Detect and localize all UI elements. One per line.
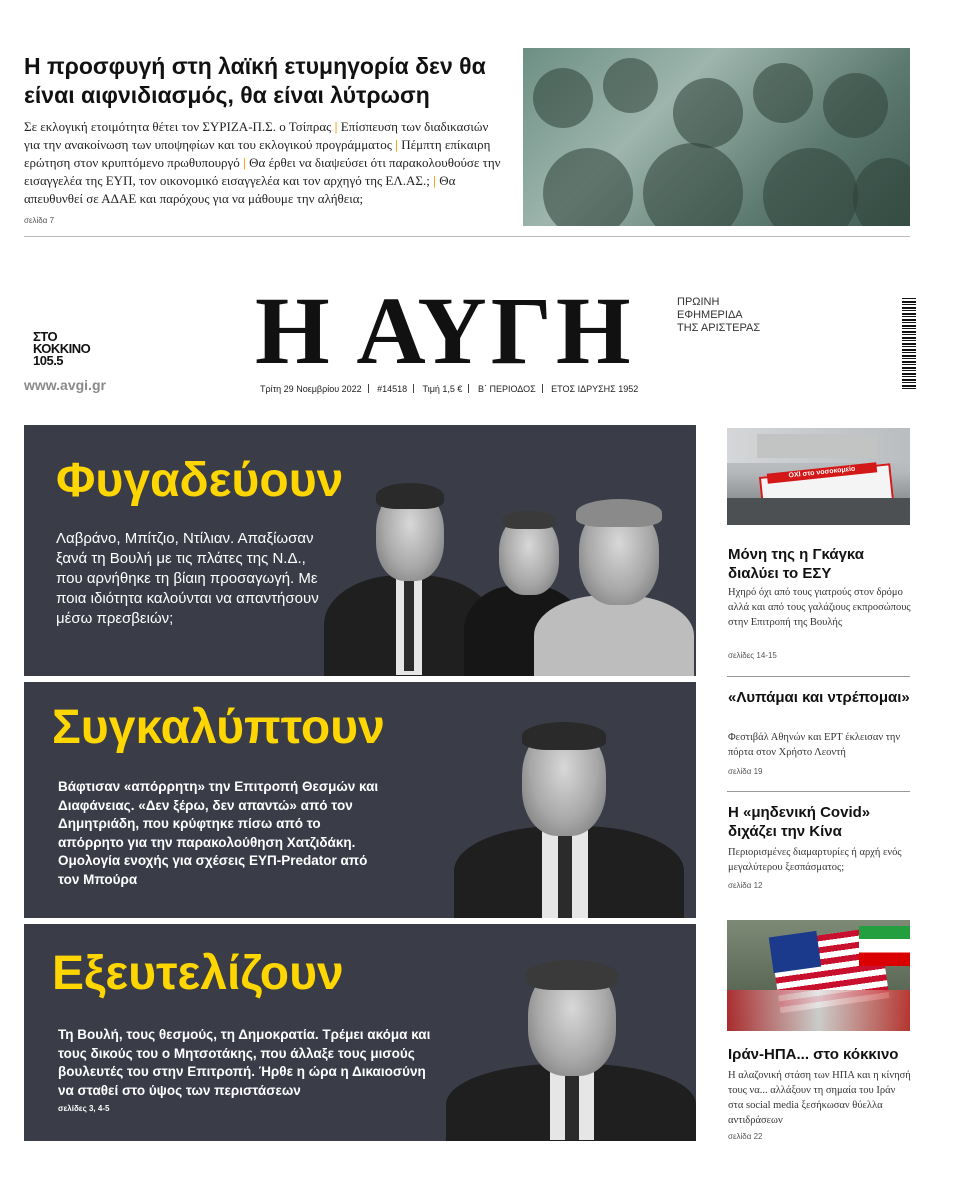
- page-ref: σελίδες 3, 4-5: [58, 1104, 110, 1113]
- issue-price: Τιμή 1,5 €: [422, 384, 463, 394]
- tagline-line: ΠΡΩΙΝΗ: [677, 296, 720, 308]
- story-block-1[interactable]: [24, 425, 696, 676]
- page-ref: σελίδα 22: [728, 1132, 763, 1141]
- separator-bar: |: [243, 155, 246, 170]
- story-text: Λαβράνο, Μπίτζιο, Ντίλιαν. Απαξίωσαν ξανά τη Βουλή με τις πλάτες της Ν.Δ., που αρνήθηκε τη βίαιη προσαγωγή. Με ποια ιδιότητα καλούνται να απαντήσουν μέσω πρεσβειών;: [56, 530, 319, 627]
- sidebar-text: Η αλαζονική στάση των ΗΠΑ και η κίνησή τους να... αλλάξουν τη σημαία του Ιράν στα social media ξεσήκωσαν θύελλα αντιδράσεων: [728, 1070, 911, 1126]
- top-story-photo[interactable]: [523, 48, 910, 226]
- story-text: Βάφτισαν «απόρρητη» την Επιτροπή Θεσμών και Διαφάνειας. «Δεν ξέρω, δεν απαντώ» από τον Δημητριάδη, που κρύφτηκε πίσω από το απόρρητο για την παρακολούθηση Χατζιδάκη. Ομολογία ενοχής για σχέσεις ΕΥΠ-Predator από τον Μπούρα: [58, 779, 379, 887]
- sidebar-headline[interactable]: «Λυπάμαι και ντρέπομαι»: [728, 689, 910, 706]
- story-headline[interactable]: Φυγαδεύουν: [56, 454, 344, 507]
- top-story-item: Πέμπτη επίκαιρη ερώτηση στον κρυπτόμενο πρωθυπουργό: [24, 137, 491, 170]
- story-text: Τη Βουλή, τους θεσμούς, τη Δημοκρατία. Τρέμει ακόμα και τους δικούς του ο Μητσοτάκης, που άλλαξε τους μισούς βουλευτές του στην Επιτροπή. Ήρθε η ώρα η Δικαιοσύνη να σταθεί στο ύψος των περιστάσεων: [58, 1027, 431, 1098]
- flags-photo[interactable]: [727, 920, 910, 1031]
- newspaper-title[interactable]: Η ΑΥΓΗ: [255, 277, 635, 384]
- tagline: [677, 296, 760, 335]
- separator-bar: |: [395, 137, 398, 152]
- founded-year: ΕΤΟΣ ΙΔΡΥΣΗΣ 1952: [551, 384, 639, 394]
- divider: [727, 676, 910, 677]
- top-story-headline[interactable]: Η προσφυγή στη λαϊκή ετυμηγορία δεν θα είναι αιφνιδιασμός, θα είναι λύτρωση: [24, 53, 486, 108]
- separator-bar: |: [334, 119, 338, 134]
- politician-photo: [434, 706, 696, 918]
- barcode: [902, 298, 916, 390]
- website-link[interactable]: www.avgi.gr: [24, 377, 106, 393]
- story-headline[interactable]: Συγκαλύπτουν: [52, 701, 385, 754]
- radio-logo[interactable]: [33, 331, 113, 367]
- top-story-item: Σε εκλογική ετοιμότητα θέτει τον ΣΥΡΙΖΑ-Π.Σ. ο Τσίπρας: [24, 119, 332, 134]
- politicians-photo: [324, 465, 696, 676]
- dateline: [260, 384, 638, 394]
- page-ref: σελίδα 12: [728, 881, 763, 890]
- protest-photo[interactable]: [727, 428, 910, 525]
- issue-period: Β΄ ΠΕΡΙΟΔΟΣ: [477, 384, 536, 394]
- top-story-item: Θα έρθει να διαψεύσει ότι παρακολουθούσε την εισαγγελέα της ΕΥΠ, τον οικονομικό εισαγγελέα και τον αρχηγό της ΕΛ.ΑΣ.;: [24, 155, 501, 188]
- story-headline[interactable]: Εξευτελίζουν: [52, 947, 344, 1000]
- story-block-3[interactable]: [24, 924, 696, 1141]
- radio-logo-line: ΣΤΟ: [33, 329, 58, 344]
- issue-number: #14518: [377, 384, 408, 394]
- divider: [24, 236, 910, 237]
- sidebar-text: Ηχηρό όχι από τους γιατρούς στον δρόμο αλλά και από τους γαλάζιους εκπροσώπους στην Επιτροπή της Βουλής: [728, 587, 911, 628]
- top-story-item: Επίσπευση των διαδικασιών για την ανακοίνωση των υποψηφίων και του εκλογικού προγράμματος: [24, 119, 489, 152]
- tagline-line: ΤΗΣ ΑΡΙΣΤΕΡΑΣ: [677, 322, 761, 334]
- sidebar-text: Περιορισμένες διαμαρτυρίες ή αρχή ενός μεγαλύτερου ξεσπάσματος;: [728, 847, 902, 873]
- separator-bar: |: [433, 173, 436, 188]
- prime-minister-photo: [440, 954, 696, 1141]
- story-block-2[interactable]: [24, 682, 696, 918]
- sidebar-headline[interactable]: Ιράν-ΗΠΑ... στο κόκκινο: [728, 1046, 899, 1063]
- top-story-item: Θα απευθυνθεί σε ΑΔΑΕ και παρόχους για να μάθουμε την αλήθεια;: [24, 173, 456, 206]
- tagline-line: ΕΦΗΜΕΡΙΔΑ: [677, 309, 743, 321]
- page-ref: σελίδες 14-15: [728, 651, 777, 660]
- top-story-body: [24, 118, 504, 230]
- divider: [727, 791, 910, 792]
- protest-banner: ΟΧΙ στο νοσοκομείο: [767, 462, 877, 483]
- radio-logo-line: ΚΟΚΚΙΝΟ: [33, 341, 91, 356]
- radio-logo-line: 105.5: [33, 353, 64, 368]
- sidebar-headline[interactable]: Μόνη της η Γκάγκα διαλύει το ΕΣΥ: [728, 546, 865, 582]
- page-ref: σελίδα 19: [728, 767, 763, 776]
- sidebar-text: Φεστιβάλ Αθηνών και ΕΡΤ έκλεισαν την πόρτα στον Χρήστο Λεοντή: [728, 732, 901, 758]
- page-ref: σελίδα 7: [24, 216, 55, 225]
- sidebar-headline[interactable]: Η «μηδενική Covid» διχάζει την Κίνα: [728, 804, 871, 840]
- issue-date: Τρίτη 29 Νοεμβρίου 2022: [260, 384, 362, 394]
